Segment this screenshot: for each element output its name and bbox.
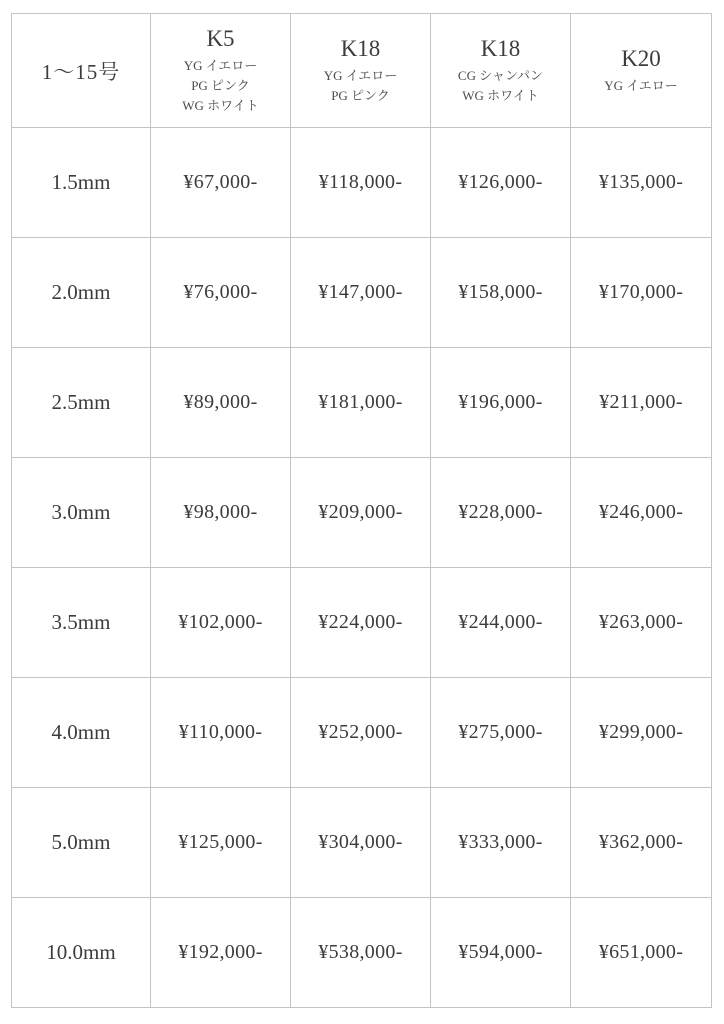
price-cell: ¥594,000-	[431, 898, 571, 1008]
size-cell: 5.0mm	[12, 788, 151, 898]
size-range-header: 1〜15号	[12, 14, 151, 128]
table-row-2-5mm	[12, 348, 712, 458]
price-cell: ¥192,000-	[151, 898, 291, 1008]
price-cell: ¥651,000-	[571, 898, 712, 1008]
variant-label: WG ホワイト	[182, 97, 259, 113]
column-header-k20	[571, 14, 712, 128]
karat-label: K18	[480, 35, 521, 61]
karat-label: K18	[340, 35, 381, 61]
price-cell: ¥135,000-	[571, 128, 712, 238]
price-cell: ¥196,000-	[431, 348, 571, 458]
price-cell: ¥244,000-	[431, 568, 571, 678]
price-cell: ¥246,000-	[571, 458, 712, 568]
table-row-2-0mm	[12, 238, 712, 348]
price-cell: ¥299,000-	[571, 678, 712, 788]
price-cell: ¥67,000-	[151, 128, 291, 238]
price-cell: ¥304,000-	[291, 788, 431, 898]
variant-label: CG シャンパン	[457, 67, 544, 83]
karat-label: K5	[206, 25, 235, 51]
variant-label: YG イエロー	[183, 57, 258, 73]
variant-label: PG ピンク	[191, 77, 250, 93]
price-cell: ¥98,000-	[151, 458, 291, 568]
size-cell: 4.0mm	[12, 678, 151, 788]
price-cell: ¥170,000-	[571, 238, 712, 348]
price-cell: ¥125,000-	[151, 788, 291, 898]
price-cell: ¥275,000-	[431, 678, 571, 788]
variant-label: YG イエロー	[323, 67, 398, 83]
size-cell: 1.5mm	[12, 128, 151, 238]
price-cell: ¥263,000-	[571, 568, 712, 678]
karat-label: K20	[621, 46, 661, 72]
size-cell: 3.5mm	[12, 568, 151, 678]
price-cell: ¥181,000-	[291, 348, 431, 458]
price-cell: ¥89,000-	[151, 348, 291, 458]
price-cell: ¥209,000-	[291, 458, 431, 568]
size-cell: 2.0mm	[12, 238, 151, 348]
table-row-5-0mm	[12, 788, 712, 898]
price-cell: ¥147,000-	[291, 238, 431, 348]
price-cell: ¥224,000-	[291, 568, 431, 678]
table-row-4-0mm	[12, 678, 712, 788]
price-cell: ¥362,000-	[571, 788, 712, 898]
price-cell: ¥252,000-	[291, 678, 431, 788]
price-cell: ¥228,000-	[431, 458, 571, 568]
price-cell: ¥102,000-	[151, 568, 291, 678]
column-header-k5	[151, 14, 291, 128]
ring-price-table	[11, 13, 712, 1008]
table-row-1-5mm	[12, 128, 712, 238]
variant-label: PG ピンク	[331, 87, 390, 103]
table-header-row	[12, 14, 712, 128]
size-cell: 3.0mm	[12, 458, 151, 568]
price-cell: ¥538,000-	[291, 898, 431, 1008]
price-cell: ¥118,000-	[291, 128, 431, 238]
price-cell: ¥110,000-	[151, 678, 291, 788]
size-cell: 2.5mm	[12, 348, 151, 458]
price-cell: ¥126,000-	[431, 128, 571, 238]
price-cell: ¥158,000-	[431, 238, 571, 348]
price-cell: ¥211,000-	[571, 348, 712, 458]
column-header-k18-cg-wg	[431, 14, 571, 128]
column-header-k18-yg-pg	[291, 14, 431, 128]
price-cell: ¥333,000-	[431, 788, 571, 898]
table-row-10-0mm	[12, 898, 712, 1008]
variant-label: WG ホワイト	[462, 87, 539, 103]
size-cell: 10.0mm	[12, 898, 151, 1008]
price-cell: ¥76,000-	[151, 238, 291, 348]
table-row-3-5mm	[12, 568, 712, 678]
table-row-3-0mm	[12, 458, 712, 568]
variant-label: YG イエロー	[604, 77, 678, 93]
